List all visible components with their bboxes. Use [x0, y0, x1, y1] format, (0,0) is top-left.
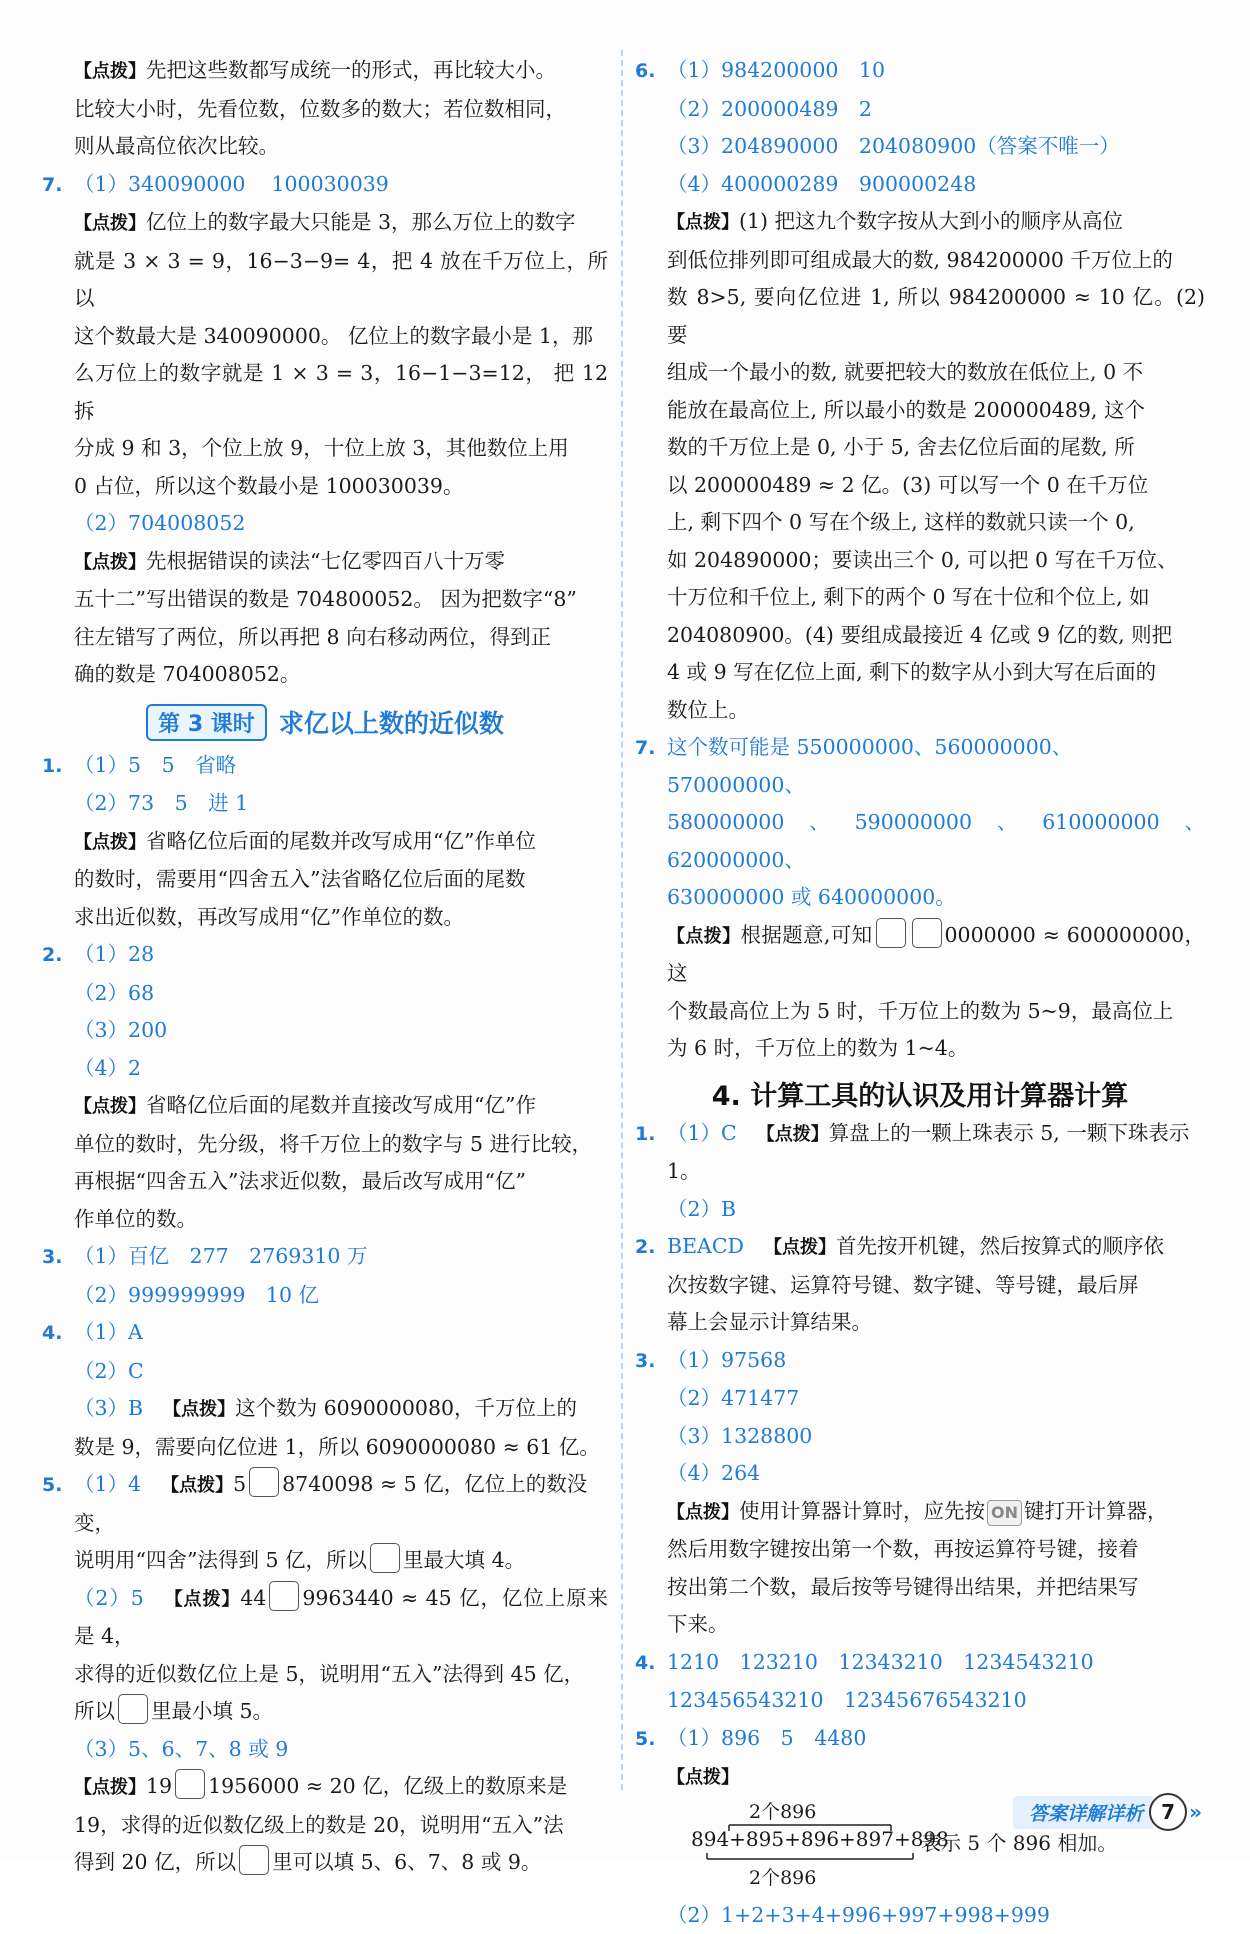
- tip-line: 的数时，需要用“四舍五入”法省略亿位后面的尾数: [42, 861, 608, 899]
- diagram-note: 表示 5 个 896 相加。: [921, 1827, 1117, 1856]
- answer: （3）1328800: [635, 1418, 1205, 1456]
- tip-line: 求得的近似数亿位上是 5，说明用“五入”法得到 45 亿，: [42, 1656, 608, 1694]
- answer: （3）204890000 204080900（答案不唯一）: [635, 128, 1205, 166]
- question-3: [42, 1238, 608, 1277]
- question-1: [42, 747, 608, 786]
- tip-line: 上, 剩下四个 0 写在个级上, 这样的数就只读一个 0,: [635, 504, 1205, 542]
- answer-with-tip: （1）C 【点拨】算盘上的一颗上珠表示 5, 一颗下珠表示 1。: [667, 1115, 1205, 1191]
- tip-line: 204080900。(4) 要组成最接近 4 亿或 9 亿的数, 则把: [635, 617, 1205, 655]
- tip-line: 0 占位，所以这个数最小是 100030039。: [42, 468, 608, 506]
- blank-box: [175, 1769, 205, 1799]
- question-number: 3.: [42, 1239, 74, 1277]
- question-2: [635, 1228, 1205, 1267]
- question-5: [42, 1466, 608, 1542]
- answer: （1）984200000 10: [667, 52, 885, 90]
- tip-line: 能放在最高位上, 所以最小的数是 200000489, 这个: [635, 392, 1205, 430]
- tip-paragraph: 【点拨】省略亿位后面的尾数并改写成用“亿”作单位: [42, 823, 608, 862]
- question-6: [635, 52, 1205, 91]
- blank-box: [370, 1543, 400, 1573]
- question-number: 5.: [42, 1467, 74, 1505]
- answer: 123456543210 12345676543210: [635, 1682, 1205, 1720]
- tip-paragraph: 【点拨】根据题意,可知 0000000 ≈ 600000000，这: [635, 917, 1205, 993]
- lesson-heading: [42, 704, 608, 741]
- tip-line: 数 8>5, 要向亿位进 1, 所以 984200000 ≈ 10 亿。(2) 要: [635, 279, 1205, 354]
- question-number: 6.: [635, 53, 667, 91]
- tip-line: 幕上会显示计算结果。: [635, 1304, 1205, 1342]
- tip-line: 得到 20 亿，所以 里可以填 5、6、7、8 或 9。: [42, 1844, 608, 1882]
- answer: 1210 123210 12343210 1234543210: [667, 1644, 1094, 1682]
- tip-paragraph: 【点拨】19 1956000 ≈ 20 亿，亿级上的数原来是: [42, 1768, 608, 1807]
- answer: （2）999999999 10 亿: [42, 1277, 608, 1315]
- tip-paragraph: 【点拨】先根据错误的读法“七亿零四百八十万零: [42, 543, 608, 582]
- question-number: 2.: [635, 1229, 667, 1267]
- question-number: 4.: [635, 1645, 667, 1683]
- answer: （1）97568: [667, 1342, 786, 1380]
- tip-line: 分成 9 和 3，个位上放 9，十位上放 3，其他数位上用: [42, 430, 608, 468]
- on-key-icon: ON: [987, 1500, 1022, 1526]
- page-number: 7: [1149, 1793, 1187, 1831]
- tip-paragraph: [635, 1758, 1205, 1797]
- tip-line: 个数最高位上为 5 时，千万位上的数为 5~9，最高位上: [635, 993, 1205, 1031]
- diagram-top-label: 2个896: [749, 1797, 816, 1824]
- answer: （2）68: [42, 975, 608, 1013]
- blank-box: [269, 1581, 299, 1611]
- tip-label: 【点拨】: [74, 213, 146, 234]
- tip-label: 【点拨】: [74, 1096, 146, 1117]
- tip-line: 然后用数字键按出第一个数，再按运算符号键，接着: [635, 1531, 1205, 1569]
- question-7: [635, 729, 1205, 804]
- question-4: [42, 1314, 608, 1353]
- blank-box: [876, 918, 906, 948]
- tip-label: 【点拨】: [667, 1502, 739, 1523]
- answer: 630000000 或 640000000。: [635, 879, 1205, 917]
- question-number: 1.: [42, 748, 74, 786]
- tip-line: 次按数字键、运算符号键、数字键、等号键，最后屏: [635, 1267, 1205, 1305]
- answer: （1）A: [74, 1314, 143, 1352]
- tip-paragraph: 【点拨】(1) 把这九个数字按从大到小的顺序从高位: [635, 203, 1205, 242]
- tip-label: 【点拨】: [667, 926, 740, 947]
- intro-tip-line: 比较大小时，先看位数，位数多的数大；若位数相同，: [42, 91, 608, 129]
- answer: （1）340090000 100030039: [74, 166, 389, 204]
- tip-line: 按出第二个数，最后按等号键得出结果，并把结果写: [635, 1569, 1205, 1607]
- answer: （2）73 5 进 1: [42, 785, 608, 823]
- answer: （2）B: [635, 1191, 1205, 1229]
- question-4: [635, 1644, 1205, 1683]
- tip-paragraph: 【点拨】省略亿位后面的尾数并直接改写成用“亿”作: [42, 1087, 608, 1126]
- lesson-title: 求亿以上数的近似数: [279, 704, 504, 740]
- tip-line: 就是 3 × 3 = 9，16−3−9= 4，把 4 放在千万位上，所以: [42, 243, 608, 318]
- tip-paragraph: 【点拨】亿位上的数字最大只能是 3，那么万位上的数字: [42, 204, 608, 243]
- question-number: 7.: [635, 730, 667, 768]
- tip-line: 数位上。: [635, 692, 1205, 730]
- answer: （1）896 5 4480: [667, 1720, 866, 1758]
- tip-paragraph: （3）B 【点拨】这个数为 6090000080，千万位上的: [42, 1390, 608, 1429]
- tip-label: 【点拨】: [667, 1767, 739, 1788]
- tip-line: 单位的数时，先分级，将千万位上的数字与 5 进行比较，: [42, 1126, 608, 1164]
- answer: 580000000、590000000、610000000、620000000、: [635, 804, 1205, 879]
- blank-box: [239, 1845, 269, 1875]
- answer: （2）471477: [635, 1380, 1205, 1418]
- diagram-bottom-label: 2个896: [749, 1863, 816, 1890]
- tip-line: 求出近似数，再改写成用“亿”作单位的数。: [42, 899, 608, 937]
- tip-line: 确的数是 704008052。: [42, 656, 608, 694]
- answer: （2）704008052: [42, 505, 608, 543]
- page-footer: [1013, 1793, 1202, 1831]
- question-3: [635, 1342, 1205, 1381]
- tip-label: 【点拨】: [757, 1124, 829, 1145]
- tip-label: 【点拨】: [163, 1399, 235, 1420]
- tip-label: 【点拨】: [164, 1589, 240, 1610]
- question-number: 4.: [42, 1315, 74, 1353]
- tip-paragraph: 【点拨】使用计算器计算时，应先按 ON 键打开计算器，: [635, 1493, 1205, 1532]
- intro-tip-line: 则从最高位依次比较。: [42, 128, 608, 166]
- answer: （4）264: [635, 1455, 1205, 1493]
- answer: （4）400000289 900000248: [635, 166, 1205, 204]
- footer-label: 答案详解详析: [1013, 1796, 1153, 1829]
- answer: （1）5 5 省略: [74, 747, 236, 785]
- tip-label: 【点拨】: [74, 61, 146, 82]
- tip-label: 【点拨】: [161, 1475, 233, 1496]
- tip-line: 说明用“四舍”法得到 5 亿，所以 里最大填 4。: [42, 1542, 608, 1580]
- answer-with-tip: BEACD 【点拨】首先按开机键，然后按算式的顺序依: [667, 1228, 1164, 1267]
- question-number: 7.: [42, 167, 74, 205]
- question-number: 5.: [635, 1721, 667, 1759]
- tip-line: 数是 9，需要向亿位进 1，所以 6090000080 ≈ 61 亿。: [42, 1429, 608, 1467]
- question-2: [42, 936, 608, 975]
- intro-tip: 【点拨】先把这些数都写成统一的形式，再比较大小。: [42, 52, 608, 91]
- tip-line: 组成一个最小的数, 就要把较大的数放在低位上, 0 不: [635, 354, 1205, 392]
- tip-line: 这个数最大是 340090000。 亿位上的数字最小是 1，那: [42, 318, 608, 356]
- answer: （4）2: [42, 1050, 608, 1088]
- tip-line: 往左错写了两位，所以再把 8 向右移动两位，得到正: [42, 619, 608, 657]
- tip-line: 再根据“四舍五入”法求近似数，最后改写成用“亿”: [42, 1163, 608, 1201]
- question-number: 3.: [635, 1343, 667, 1381]
- answer: （2）200000489 2: [635, 91, 1205, 129]
- answer-with-tip: （2）5 【点拨】44 9963440 ≈ 45 亿，亿位上原来是 4，: [42, 1580, 608, 1656]
- question-5: [635, 1720, 1205, 1759]
- left-column: [42, 52, 608, 1882]
- tip-line: 到低位排列即可组成最大的数, 984200000 千万位上的: [635, 242, 1205, 280]
- diagram-expression: 894+895+896+897+898: [691, 1827, 949, 1851]
- tip-label: 【点拨】: [667, 212, 739, 233]
- answer-with-tip: （1）4 【点拨】5 8740098 ≈ 5 亿，亿位上的数没变，: [74, 1466, 608, 1542]
- tip-line: 19，求得的近似数亿级上的数是 20，说明用“五入”法: [42, 1807, 608, 1845]
- tip-label: 【点拨】: [74, 832, 146, 853]
- question-number: 2.: [42, 937, 74, 975]
- tip-line: 数的千万位上是 0, 小于 5, 舍去亿位后面的尾数, 所: [635, 429, 1205, 467]
- tip-line: 五十二”写出错误的数是 704800052。 因为把数字“8”: [42, 581, 608, 619]
- section-title: 4. 计算工具的认识及用计算器计算: [635, 1074, 1205, 1113]
- tip-line: 作单位的数。: [42, 1201, 608, 1239]
- tip-label: 【点拨】: [764, 1237, 836, 1258]
- tip-line: 如 204890000；要读出三个 0, 可以把 0 写在千万位、: [635, 542, 1205, 580]
- question-1: [635, 1115, 1205, 1191]
- tip-line: 以 200000489 ≈ 2 亿。(3) 可以写一个 0 在千万位: [635, 467, 1205, 505]
- answer: （1）百亿 277 2769310 万: [74, 1238, 368, 1276]
- question-7: [42, 166, 608, 205]
- tip-line: 为 6 时，千万位上的数为 1~4。: [635, 1030, 1205, 1068]
- answer: （1）28: [74, 936, 154, 974]
- tip-label: 【点拨】: [74, 552, 146, 573]
- tip-line: 十万位和千位上, 剩下的两个 0 写在十位和个位上, 如: [635, 579, 1205, 617]
- tip-line: 下来。: [635, 1606, 1205, 1644]
- question-number: 1.: [635, 1116, 667, 1154]
- tip-line: 么万位上的数字就是 1 × 3 = 3，16−1−3=12， 把 12 拆: [42, 355, 608, 430]
- tip-line: 所以 里最小填 5。: [42, 1693, 608, 1731]
- chevron-right-icon: »: [1189, 1800, 1202, 1824]
- column-divider: [621, 50, 623, 1790]
- right-column: [635, 52, 1205, 1934]
- answer: （3）200: [42, 1012, 608, 1050]
- blank-box: [912, 918, 942, 948]
- lesson-badge: 第 3 课时: [146, 704, 267, 741]
- answer: （3）5、6、7、8 或 9: [42, 1731, 608, 1769]
- tip-line: 4 或 9 写在亿位上面, 剩下的数字从小到大写在后面的: [635, 654, 1205, 692]
- blank-box: [118, 1694, 148, 1724]
- answer: （2）1+2+3+4+996+997+998+999: [635, 1897, 1205, 1934]
- blank-box: [249, 1467, 279, 1497]
- answer: 这个数可能是 550000000、560000000、570000000、: [667, 729, 1205, 804]
- answer: （2）C: [42, 1353, 608, 1391]
- tip-label: 【点拨】: [74, 1777, 146, 1798]
